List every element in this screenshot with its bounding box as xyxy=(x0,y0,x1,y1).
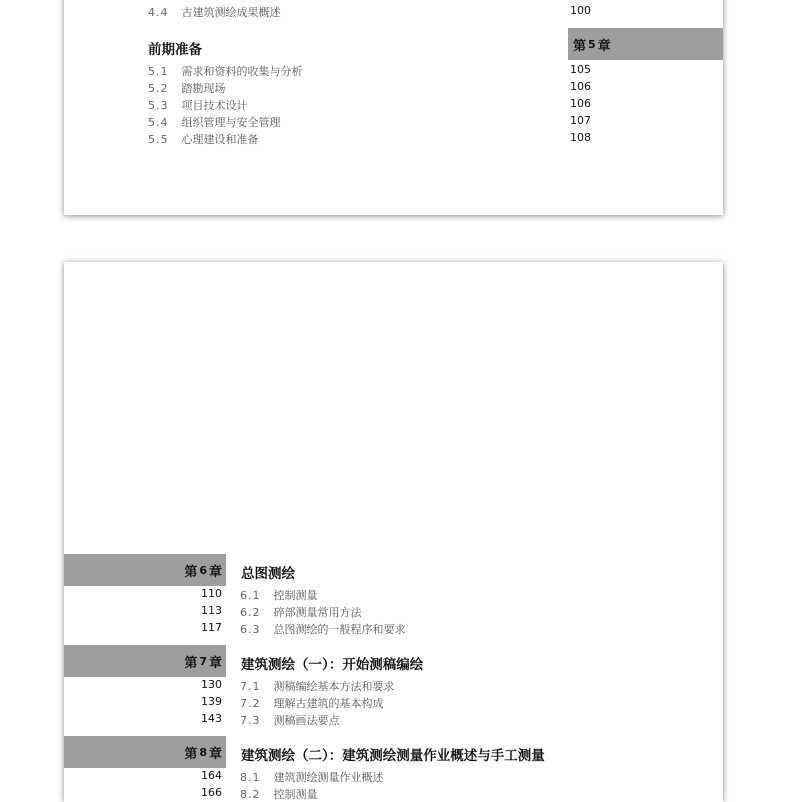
entry-number: 6.2 xyxy=(240,606,261,619)
chapter-number: 8 xyxy=(199,745,207,759)
chapter-label-5 xyxy=(568,28,723,60)
page-number: 143 xyxy=(201,712,222,725)
chapter-title: 总图测绘 xyxy=(241,566,295,582)
entry-number: 6.1 xyxy=(240,589,261,602)
entry-title: 需求和资料的收集与分析 xyxy=(181,65,303,78)
entry-title: 踏勘现场 xyxy=(181,82,226,95)
chapter-title: 建筑测绘（二）：建筑测绘测量作业概述与手工测量 xyxy=(241,748,545,764)
page-number: 117 xyxy=(201,621,222,634)
toc-entry[interactable] xyxy=(240,678,395,694)
page-number: 106 xyxy=(570,97,591,110)
chapter-prefix: 第 xyxy=(184,655,198,671)
toc-entry[interactable] xyxy=(148,114,281,130)
toc-page-2 xyxy=(64,262,723,802)
entry-number: 8.2 xyxy=(240,788,261,801)
entry-title: 测稿画法要点 xyxy=(273,714,340,727)
entry-number: 8.1 xyxy=(240,771,261,784)
entry-number: 7.3 xyxy=(240,714,261,727)
chapter-number: 7 xyxy=(199,654,207,668)
entry-number: 7.1 xyxy=(240,680,261,693)
chapter-prefix: 第 xyxy=(184,746,198,762)
entry-number: 4.4 xyxy=(148,6,169,19)
toc-entry[interactable] xyxy=(240,587,318,603)
page-number: 107 xyxy=(570,114,591,127)
chapter-number: 6 xyxy=(199,563,207,577)
chapter-title: 建筑测绘（一）：开始测稿编绘 xyxy=(241,657,424,673)
entry-title: 碎部测量常用方法 xyxy=(273,606,362,619)
entry-title: 控制测量 xyxy=(273,788,318,801)
entry-title: 理解古建筑的基本构成 xyxy=(273,697,384,710)
entry-title: 项目技术设计 xyxy=(181,99,248,112)
page-number: 110 xyxy=(201,587,222,600)
toc-entry[interactable] xyxy=(240,712,340,728)
page-number: 100 xyxy=(570,4,591,17)
chapter-label-8 xyxy=(64,736,226,768)
chapter-suffix: 章 xyxy=(208,746,222,762)
chapter-suffix: 章 xyxy=(208,655,222,671)
entry-title: 总图测绘的一般程序和要求 xyxy=(273,623,406,636)
toc-entry[interactable] xyxy=(148,63,303,79)
chapter-label-7 xyxy=(64,645,226,677)
entry-number: 5.5 xyxy=(148,133,169,146)
entry-title: 组织管理与安全管理 xyxy=(181,116,281,129)
page-number: 105 xyxy=(570,63,591,76)
entry-number: 6.3 xyxy=(240,623,261,636)
chapter-prefix: 第 xyxy=(573,38,587,54)
toc-entry[interactable] xyxy=(240,621,406,637)
chapter-suffix: 章 xyxy=(208,564,222,580)
page-number: 108 xyxy=(570,131,591,144)
entry-number: 5.1 xyxy=(148,65,169,78)
toc-entry[interactable] xyxy=(240,695,384,711)
chapter-label-6 xyxy=(64,554,226,586)
section-title: 前期准备 xyxy=(148,42,202,58)
entry-number: 5.4 xyxy=(148,116,169,129)
entry-title: 古建筑测绘成果概述 xyxy=(181,6,281,19)
toc-entry[interactable] xyxy=(148,97,248,113)
entry-title: 心理建设和准备 xyxy=(181,133,259,146)
chapter-number: 5 xyxy=(588,37,596,51)
toc-entry[interactable] xyxy=(240,786,318,802)
chapter-prefix: 第 xyxy=(184,564,198,580)
chapter-suffix: 章 xyxy=(597,38,611,54)
page-number: 139 xyxy=(201,695,222,708)
toc-entry[interactable] xyxy=(148,80,226,96)
page-number: 166 xyxy=(201,786,222,799)
toc-page-1 xyxy=(64,0,723,215)
page-number: 113 xyxy=(201,604,222,617)
entry-number: 5.2 xyxy=(148,82,169,95)
toc-entry[interactable] xyxy=(148,131,259,147)
entry-title: 测稿编绘基本方法和要求 xyxy=(273,680,395,693)
page-number: 130 xyxy=(201,678,222,691)
entry-number: 5.3 xyxy=(148,99,169,112)
entry-title: 控制测量 xyxy=(273,589,318,602)
toc-entry[interactable] xyxy=(240,604,362,620)
page-number: 106 xyxy=(570,80,591,93)
entry-title: 建筑测绘测量作业概述 xyxy=(273,771,384,784)
page-number: 164 xyxy=(201,769,222,782)
toc-entry[interactable] xyxy=(240,769,384,785)
toc-entry[interactable] xyxy=(148,4,281,20)
entry-number: 7.2 xyxy=(240,697,261,710)
